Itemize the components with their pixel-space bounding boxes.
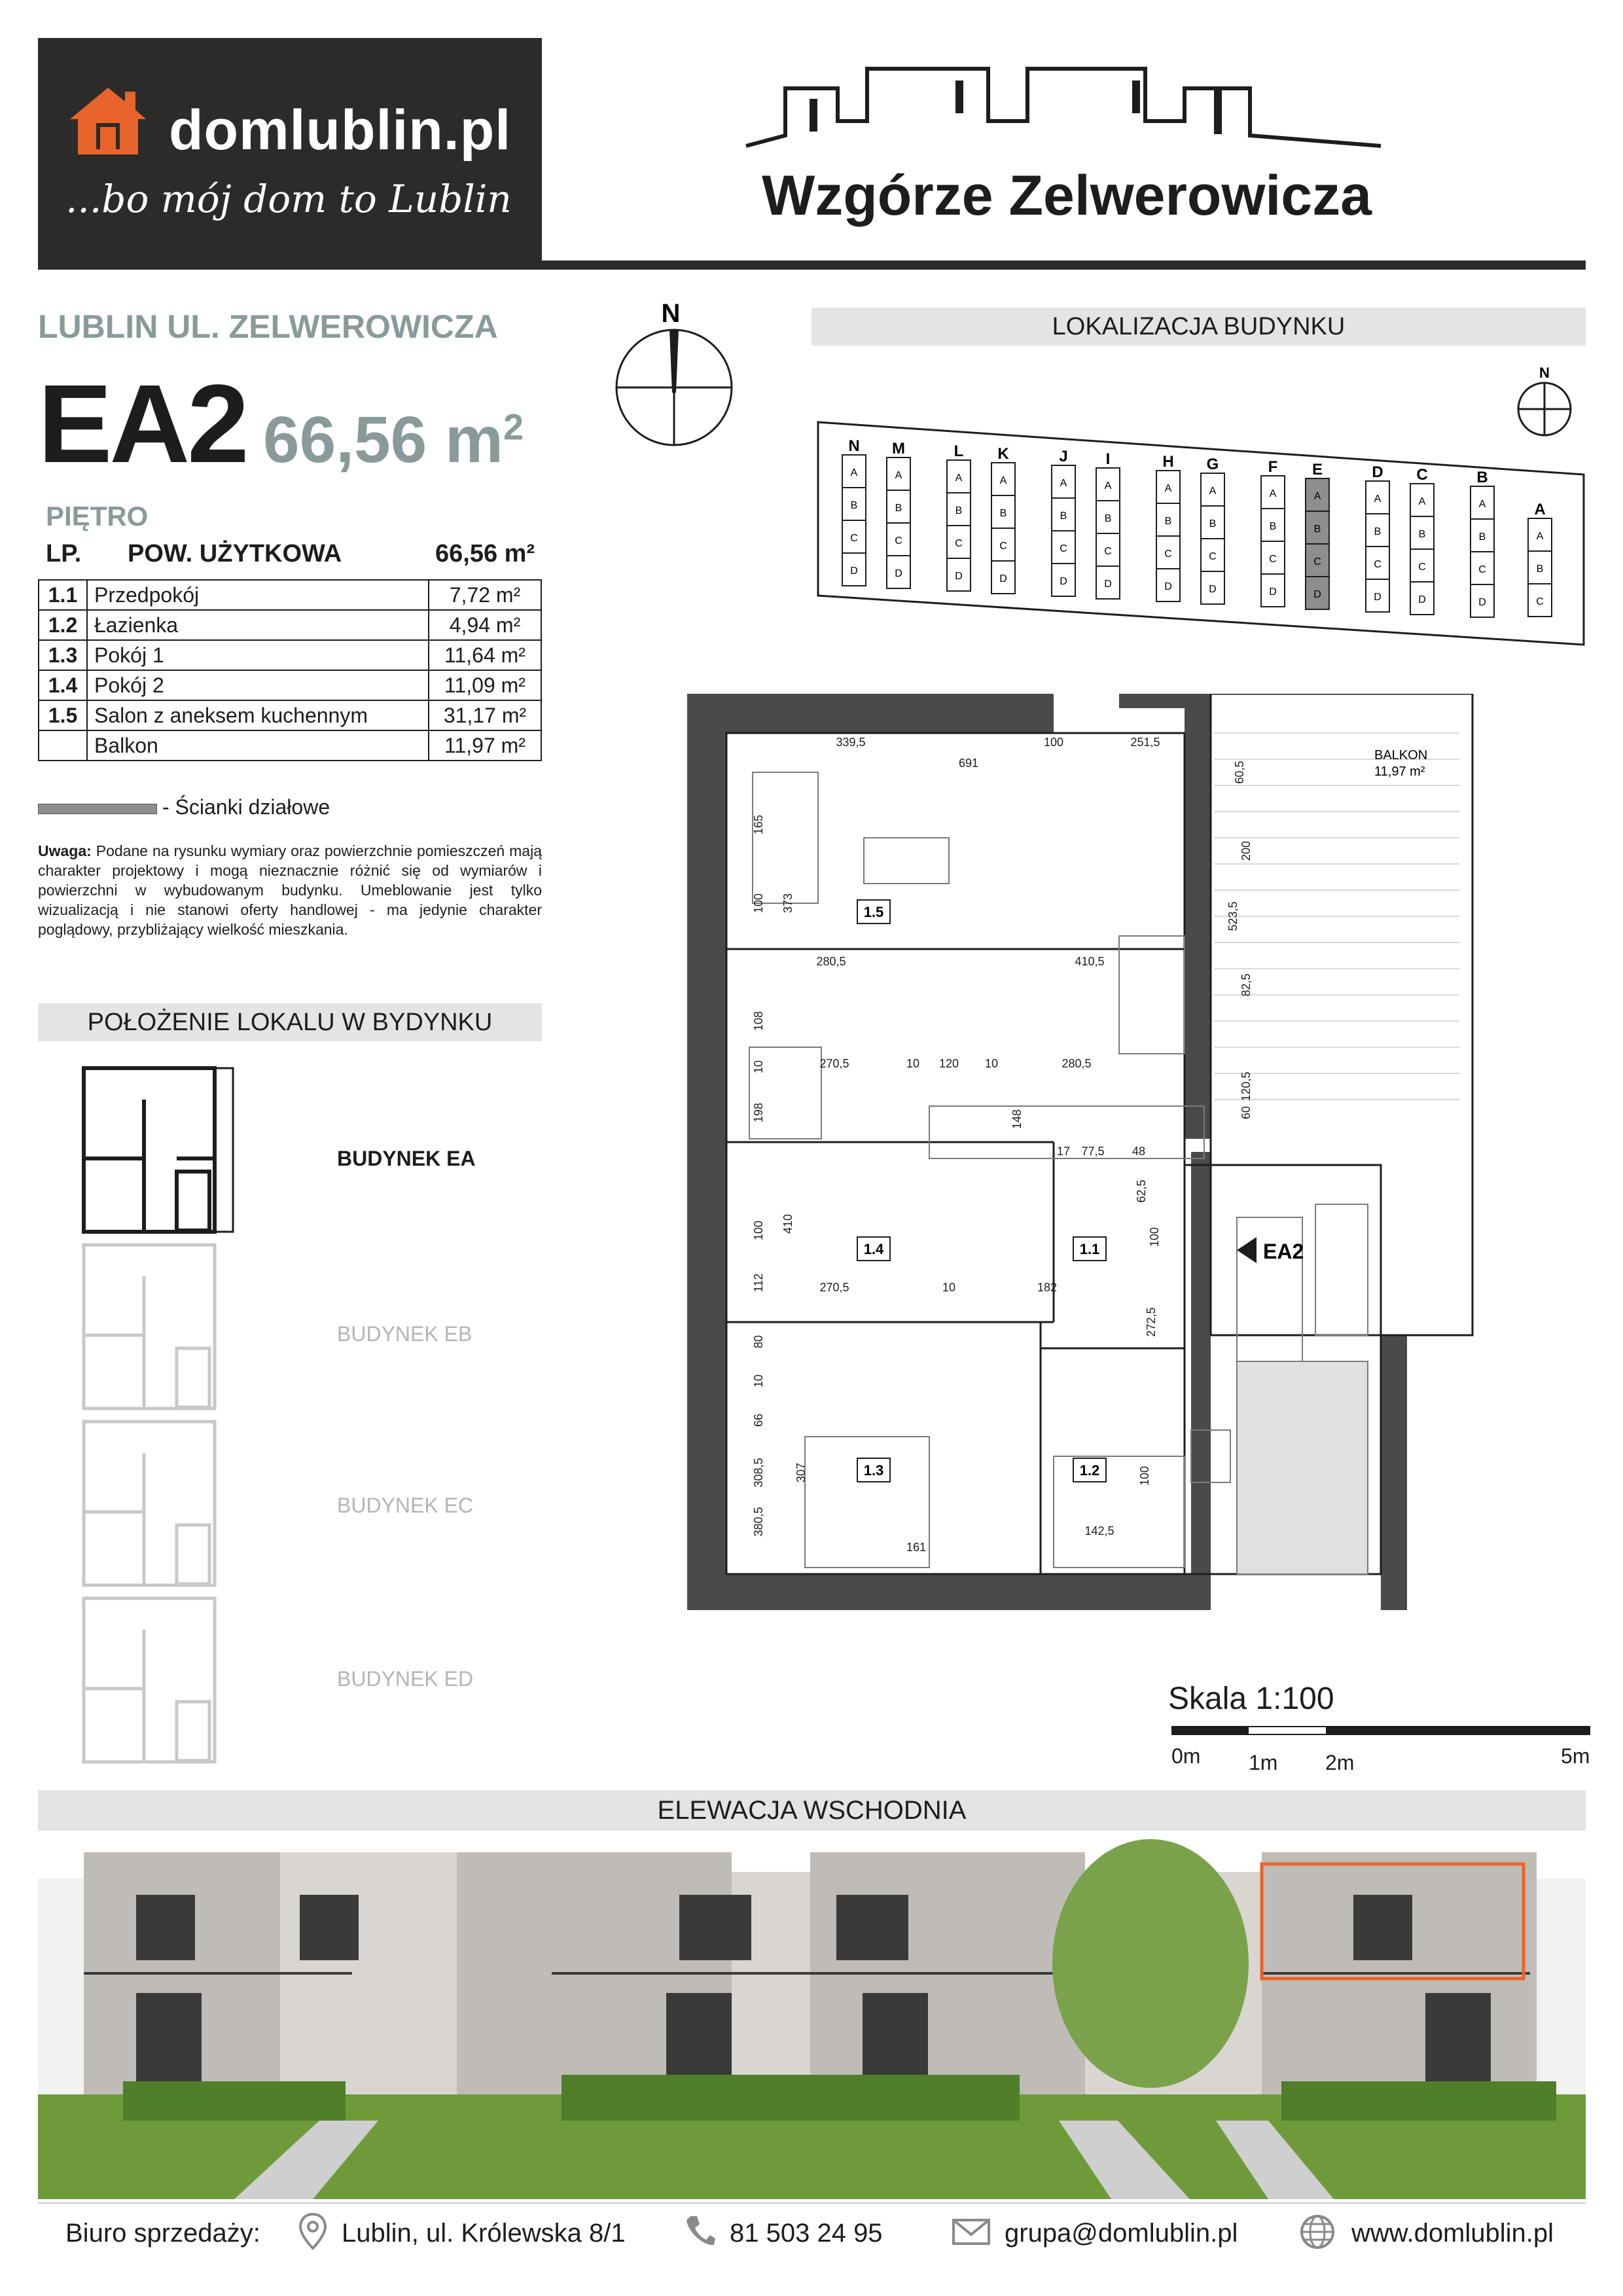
site-unit-label: D	[999, 573, 1007, 584]
site-unit-label: B	[850, 500, 858, 511]
room-no: 1.5	[39, 700, 87, 730]
site-unit-label: C	[895, 535, 902, 547]
dimension-label: 308,5	[752, 1458, 765, 1488]
footer-phone: 81 503 24 95	[730, 2219, 883, 2248]
dimension-label: 410,5	[1075, 955, 1105, 968]
site-unit-label: B	[1536, 564, 1544, 575]
room-area: 11,97 m²	[429, 730, 541, 761]
dimension-label: 270,5	[819, 1281, 849, 1294]
site-unit-label: C	[1104, 546, 1112, 557]
site-unit-label: C	[1269, 554, 1277, 565]
site-unit-label: C	[1313, 556, 1321, 567]
dimension-label: 62,5	[1135, 1179, 1148, 1203]
scale-label: Skala 1:100	[1168, 1681, 1334, 1716]
partition-wall-swatch	[38, 804, 157, 814]
site-unit-label: D	[1478, 597, 1486, 608]
address-title: LUBLIN UL. ZELWEROWICZA	[38, 308, 498, 345]
partition-wall-legend: - Ścianki działowe	[162, 795, 330, 819]
dimension-label: 10	[942, 1281, 956, 1294]
site-unit-label: C	[999, 541, 1007, 552]
dimension-label: 200	[1240, 840, 1253, 861]
site-unit-label: C	[1536, 596, 1544, 607]
building-eb-label: BUDYNEK EB	[337, 1322, 473, 1346]
room-no: 1.2	[39, 610, 87, 640]
site-unit-label: A	[1478, 499, 1486, 510]
floor-plan	[687, 694, 1486, 1610]
site-unit-label: A	[850, 467, 858, 478]
site-building-label: M	[892, 440, 905, 457]
site-unit-label: A	[1374, 493, 1382, 505]
dimension-label: 380,5	[752, 1507, 765, 1537]
dimension-label: 120,5	[1240, 1071, 1253, 1102]
dimension-label: 280,5	[816, 955, 846, 968]
rooms-table	[38, 579, 542, 761]
compass-icon	[612, 295, 736, 452]
dimension-label: 10	[752, 1374, 765, 1388]
room-name: Przedpokój	[87, 580, 429, 610]
site-unit-label: B	[1478, 531, 1486, 543]
room-area: 11,64 m²	[429, 640, 541, 670]
dimension-label: 182	[1037, 1281, 1058, 1294]
site-unit-label: C	[1478, 564, 1486, 575]
disclaimer-note	[38, 841, 542, 939]
dimension-label: 60	[1240, 1105, 1253, 1120]
site-unit-label: C	[1164, 548, 1172, 560]
room-name: Pokój 2	[87, 670, 429, 700]
skyline-logo-icon	[740, 62, 1394, 154]
site-unit-label: B	[1313, 524, 1321, 535]
site-building-label: F	[1268, 458, 1278, 476]
dimension-label: 100	[752, 893, 765, 914]
room-no	[39, 730, 87, 761]
balcony-area: 11,97 m²	[1374, 764, 1425, 779]
site-unit-label: C	[1209, 551, 1217, 562]
footer-email: grupa@domlublin.pl	[1005, 2219, 1238, 2248]
dimension-label: 307	[794, 1462, 808, 1483]
flat-area-value: 66,56 m	[263, 403, 503, 476]
site-unit-label: A	[1104, 480, 1112, 492]
room-tag: 1.3	[863, 1462, 884, 1479]
floor-label: PIĘTRO	[46, 501, 149, 531]
site-unit-label: A	[955, 473, 963, 484]
room-name: Łazienka	[87, 610, 429, 640]
table-row	[39, 580, 541, 610]
project-name: Wzgórze Zelwerowicza	[762, 164, 1372, 227]
room-tag: 1.4	[863, 1241, 884, 1257]
dimension-label: 80	[752, 1335, 765, 1349]
site-unit-label: A	[1060, 478, 1067, 489]
site-unit-label: A	[1313, 491, 1321, 502]
site-unit-label: C	[1374, 559, 1382, 570]
dimension-label: 280,5	[1061, 1057, 1092, 1070]
site-building-label: I	[1105, 450, 1111, 468]
table-row	[39, 640, 541, 670]
room-tag: 1.5	[863, 904, 884, 920]
note-label: Uwaga:	[38, 842, 92, 859]
site-building-label: D	[1372, 463, 1383, 481]
dimension-label: 161	[906, 1541, 927, 1554]
building-ec-label: BUDYNEK EC	[337, 1494, 474, 1517]
room-name: Balkon	[87, 730, 429, 761]
dimension-label: 100	[1043, 736, 1064, 749]
building-ed-label: BUDYNEK ED	[337, 1667, 474, 1691]
flat-code: EA2	[38, 362, 247, 486]
email-icon	[952, 2219, 990, 2245]
site-unit-label: A	[1269, 488, 1277, 499]
balcony-outline	[1211, 694, 1472, 1335]
site-unit-label: B	[1209, 518, 1217, 529]
room-tag: 1.1	[1079, 1241, 1100, 1257]
site-building-label: C	[1416, 466, 1428, 484]
site-unit-label: A	[895, 470, 902, 481]
site-unit-label: B	[1164, 516, 1172, 527]
site-unit-label: D	[1269, 586, 1277, 598]
site-unit-label: B	[955, 505, 963, 516]
room-no: 1.1	[39, 580, 87, 610]
dimension-label: 10	[984, 1057, 999, 1070]
site-building-label: K	[997, 445, 1009, 463]
room-no: 1.4	[39, 670, 87, 700]
site-unit-label: D	[1164, 581, 1172, 592]
unit-marker: EA2	[1263, 1240, 1304, 1263]
brand-name: domlublin.pl	[169, 99, 512, 162]
total-area: 66,56 m²	[435, 540, 535, 567]
site-unit-label: B	[1060, 511, 1067, 522]
dimension-label: 339,5	[836, 736, 866, 749]
site-unit-label: A	[1209, 486, 1217, 497]
dimension-label: 272,5	[1145, 1307, 1158, 1337]
site-unit-label: D	[1313, 589, 1321, 600]
dimension-label: 691	[958, 757, 979, 770]
dimension-label: 17	[1056, 1145, 1071, 1158]
room-area: 11,09 m²	[429, 670, 541, 700]
flat-area	[263, 403, 524, 478]
site-building-label: G	[1206, 456, 1219, 473]
site-unit-label: C	[850, 533, 858, 544]
position-title: POŁOŻENIE LOKALU W BYDYNKU	[38, 1003, 542, 1041]
site-location-map	[808, 419, 1594, 661]
site-unit-label: B	[1104, 513, 1112, 524]
site-unit-label: A	[1164, 483, 1172, 494]
dimension-label: 60,5	[1233, 761, 1246, 784]
dimension-label: 48	[1132, 1145, 1146, 1158]
table-row	[39, 730, 541, 761]
dimension-label: 142,5	[1084, 1524, 1115, 1537]
scale-tick: 1m	[1249, 1751, 1278, 1774]
site-unit-label: D	[850, 565, 858, 577]
dimension-label: 120	[938, 1057, 959, 1070]
room-no: 1.3	[39, 640, 87, 670]
footer-divider	[38, 2202, 1586, 2204]
site-unit-label: B	[895, 503, 902, 514]
elevation-title: ELEWACJA WSCHODNIA	[38, 1790, 1586, 1831]
scale-tick: 2m	[1325, 1751, 1355, 1774]
scale-tick: 5m	[1561, 1744, 1590, 1768]
site-building-label: N	[848, 437, 860, 455]
room-area: 7,72 m²	[429, 580, 541, 610]
flat-area-sup: 2	[503, 406, 524, 448]
dimension-label: 82,5	[1240, 973, 1253, 997]
site-unit-label: A	[1536, 531, 1544, 542]
site-building-label: J	[1059, 448, 1068, 465]
dimension-label: 523,5	[1226, 901, 1240, 931]
dimension-label: 270,5	[819, 1057, 849, 1070]
dimension-label: 10	[752, 1060, 765, 1074]
site-compass-north-label: N	[1539, 365, 1550, 381]
dimension-label: 410	[781, 1213, 794, 1234]
col-area: POW. UŻYTKOWA	[128, 540, 342, 567]
dimension-label: 108	[752, 1011, 765, 1031]
dimension-label: 100	[1148, 1227, 1161, 1247]
east-elevation-render	[38, 1833, 1586, 2199]
brand-slogan: ...bo mój dom to Lublin	[65, 177, 512, 221]
dimension-label: 165	[752, 814, 765, 835]
site-unit-label: B	[1269, 521, 1277, 532]
site-unit-label: D	[895, 568, 902, 579]
scale-tick: 0m	[1171, 1744, 1201, 1768]
dimension-label: 10	[906, 1057, 920, 1070]
phone-icon	[684, 2214, 717, 2249]
site-unit-label: D	[1418, 594, 1426, 605]
room-area: 4,94 m²	[429, 610, 541, 640]
building-ea-label: BUDYNEK EA	[337, 1147, 476, 1170]
dimension-label: 66	[752, 1413, 765, 1427]
site-unit-label: D	[1374, 592, 1382, 603]
scale-bar	[1171, 1721, 1590, 1741]
site-unit-label: D	[955, 571, 963, 582]
site-unit-label: D	[1209, 584, 1217, 595]
site-unit-label: B	[1418, 529, 1426, 540]
map-pin-icon	[298, 2212, 328, 2250]
site-unit-label: A	[1418, 496, 1426, 507]
site-unit-label: C	[1060, 543, 1067, 554]
footer-office-label: Biuro sprzedaży:	[65, 2219, 260, 2248]
room-area: 31,17 m²	[429, 700, 541, 730]
dimension-label: 373	[781, 893, 794, 914]
dimension-label: 100	[752, 1220, 765, 1241]
room-name: Pokój 1	[87, 640, 429, 670]
site-unit-label: C	[955, 538, 963, 549]
footer-website: www.domlublin.pl	[1351, 2219, 1554, 2248]
table-row	[39, 610, 541, 640]
site-unit-label: C	[1418, 562, 1426, 573]
table-row	[39, 700, 541, 730]
dimension-label: 100	[1138, 1465, 1151, 1486]
table-row	[39, 670, 541, 700]
footer-address: Lublin, ul. Królewska 8/1	[342, 2219, 626, 2248]
dimension-label: 112	[752, 1273, 765, 1293]
col-lp: LP.	[46, 540, 82, 567]
site-unit-label: D	[1060, 576, 1067, 587]
dimension-label: 77,5	[1081, 1145, 1105, 1158]
site-building-label: A	[1534, 501, 1546, 518]
building-position-diagram	[65, 1060, 236, 1774]
room-tag: 1.2	[1079, 1462, 1100, 1479]
dimension-label: 198	[752, 1102, 765, 1123]
location-title: LOKALIZACJA BUDYNKU	[812, 308, 1586, 346]
dimension-label: 148	[1010, 1109, 1024, 1130]
site-building-label: E	[1311, 461, 1323, 478]
site-unit-label: A	[999, 475, 1007, 486]
site-unit-label: D	[1104, 579, 1112, 590]
site-building-label: H	[1162, 453, 1174, 471]
globe-icon	[1299, 2214, 1336, 2250]
site-building-label: B	[1476, 469, 1488, 486]
site-unit-label: B	[1374, 526, 1382, 537]
site-building-label: L	[954, 442, 964, 460]
dimension-label: 251,5	[1130, 736, 1160, 749]
note-text: Podane na rysunku wymiary oraz powierzchnie pomieszczeń mają charakter projektowy i mogą nieznacznie różnić się od wymiarów i powierzchni w wybudowanym budynku. Umeblowanie jest tylko wizualizacją i nie stanowi oferty handlowej - ma jedynie charakter poglądowy, przybliżający wielkość mieszkania.	[38, 842, 543, 938]
header-divider	[38, 260, 1586, 270]
house-logo-icon	[67, 85, 149, 157]
room-name: Salon z aneksem kuchennym	[87, 700, 429, 730]
site-unit-label: B	[999, 508, 1007, 519]
balcony-label: BALKON	[1374, 748, 1428, 762]
compass-north-label: N	[661, 299, 681, 328]
